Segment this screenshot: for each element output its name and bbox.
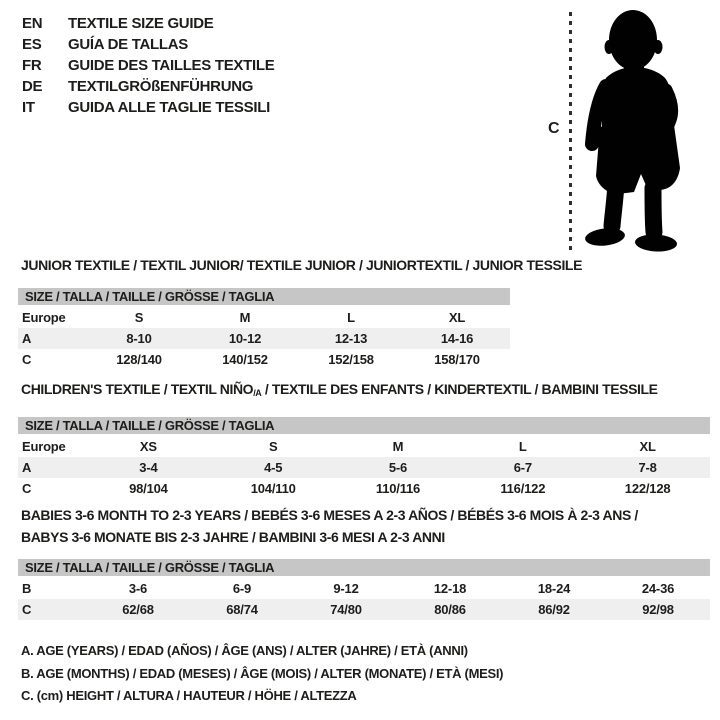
size-value-cell: 12-18 (433, 581, 467, 596)
size-value-cell: 24-36 (641, 581, 675, 596)
language-row (22, 34, 274, 55)
size-value-cell: M (392, 439, 404, 454)
row-label-cell: Europe (22, 439, 66, 454)
row-label-cell: Europe (22, 310, 66, 325)
size-header-bar: SIZE / TALLA / TAILLE / GRÖSSE / TAGLIA (18, 417, 710, 434)
table-row (18, 578, 710, 599)
size-value-cell: L (518, 439, 527, 454)
size-value-cell: 5-6 (388, 460, 408, 475)
language-title: GUIDE DES TAILLES TEXTILE (68, 57, 275, 74)
children-section-heading (21, 381, 658, 398)
size-value-cell: 6-9 (232, 581, 252, 596)
table-row (18, 307, 510, 328)
size-value-cell: S (134, 310, 144, 325)
size-value-cell: M (239, 310, 251, 325)
height-measure-dotted-line (569, 12, 572, 250)
junior-size-table (18, 288, 510, 370)
language-row (22, 97, 274, 118)
size-value-cell: 4-5 (264, 460, 283, 475)
babies-heading-line2: BABYS 3-6 MONATE BIS 2-3 JAHRE / BAMBINI 3-6 MESI A 2-3 ANNI (21, 529, 445, 545)
table-row (18, 436, 710, 457)
size-value-cell: 116/122 (500, 481, 546, 496)
size-value-cell: 122/128 (624, 481, 671, 496)
size-value-cell: 3-6 (128, 581, 148, 596)
language-title: GUIDA ALLE TAGLIE TESSILI (68, 99, 270, 116)
size-header-bar: SIZE / TALLA / TAILLE / GRÖSSE / TAGLIA (18, 559, 710, 576)
size-value-cell: 68/74 (226, 602, 258, 617)
size-value-cell: 158/170 (434, 352, 480, 367)
size-header-bar: SIZE / TALLA / TAILLE / GRÖSSE / TAGLIA (18, 288, 510, 305)
language-row (22, 13, 274, 34)
row-label-cell: C (22, 352, 32, 367)
language-title: TEXTILE SIZE GUIDE (68, 15, 214, 32)
language-code: ES (22, 36, 42, 53)
size-value-cell: L (347, 310, 355, 325)
size-value-cell: 80/86 (434, 602, 466, 617)
size-value-cell: 140/152 (222, 352, 268, 367)
note-c: C. (cm) HEIGHT / ALTURA / HAUTEUR / HÖHE / ALTEZZA (21, 688, 357, 703)
babies-size-table (18, 559, 710, 620)
children-heading-text: / TEXTILE DES ENFANTS / KINDERTEXTIL / BAMBINI TESSILE (261, 381, 658, 397)
size-value-cell: 7-8 (638, 460, 657, 475)
size-value-cell: 14-16 (440, 331, 474, 346)
language-title-block (22, 13, 274, 118)
table-row (18, 328, 510, 349)
size-value-cell: 8-10 (126, 331, 152, 346)
children-heading-subscript: /A (253, 388, 262, 398)
legend-notes (21, 640, 503, 708)
size-value-cell: 62/68 (122, 602, 154, 617)
table-row (18, 457, 710, 478)
size-value-cell: 10-12 (228, 331, 262, 346)
row-label-cell: C (22, 481, 32, 496)
language-row (22, 55, 274, 76)
size-value-cell: S (268, 439, 278, 454)
size-value-cell: 3-4 (139, 460, 158, 475)
children-heading-text: CHILDREN'S TEXTILE / TEXTIL NIÑO (21, 381, 254, 397)
size-value-cell: 128/140 (116, 352, 162, 367)
language-code: DE (22, 78, 43, 95)
size-value-cell: XS (139, 439, 157, 454)
babies-section-heading (21, 504, 711, 548)
row-label-cell: A (22, 331, 32, 346)
table-row (18, 349, 510, 370)
size-value-cell: XL (639, 439, 656, 454)
size-value-cell: 18-24 (537, 581, 571, 596)
note-b: B. AGE (MONTHS) / EDAD (MESES) / ÂGE (MOIS) / ALTER (MONATE) / ETÀ (MESI) (21, 665, 504, 681)
toddler-silhouette-icon (582, 4, 696, 254)
size-value-cell: 152/158 (328, 352, 374, 367)
babies-heading-line1: BABIES 3-6 MONTH TO 2-3 YEARS / BEBÉS 3-6 MESES A 2-3 AÑOS / BÉBÉS 3-6 MOIS À 2-3 ANS / (21, 507, 638, 523)
row-label-cell: C (22, 602, 32, 617)
size-value-cell: 12-13 (334, 331, 368, 346)
size-value-cell: 6-7 (513, 460, 532, 475)
language-code: EN (22, 15, 43, 32)
children-size-table (18, 417, 710, 499)
junior-section-heading: JUNIOR TEXTILE / TEXTIL JUNIOR/ TEXTILE JUNIOR / JUNIORTEXTIL / JUNIOR TESSILE (21, 257, 583, 273)
note-a: A. AGE (YEARS) / EDAD (AÑOS) / ÂGE (ANS) / ALTER (JAHRE) / ETÀ (ANNI) (21, 643, 468, 658)
language-code: FR (22, 57, 42, 74)
size-value-cell: 9-12 (333, 581, 359, 596)
size-value-cell: 86/92 (538, 602, 570, 617)
height-measure-label: C (548, 120, 560, 137)
table-row (18, 478, 710, 499)
language-title: TEXTILGRÖßENFÜHRUNG (68, 78, 254, 95)
size-value-cell: 98/104 (129, 481, 168, 496)
table-row (18, 599, 710, 620)
size-value-cell: 74/80 (330, 602, 362, 617)
language-title: GUÍA DE TALLAS (68, 36, 188, 53)
language-code: IT (22, 99, 35, 116)
row-label-cell: B (22, 581, 32, 596)
language-row (22, 76, 274, 97)
size-value-cell: 104/110 (250, 481, 296, 496)
size-value-cell: 110/116 (375, 481, 421, 496)
row-label-cell: A (22, 460, 32, 475)
size-value-cell: XL (448, 310, 466, 325)
size-value-cell: 92/98 (642, 602, 674, 617)
